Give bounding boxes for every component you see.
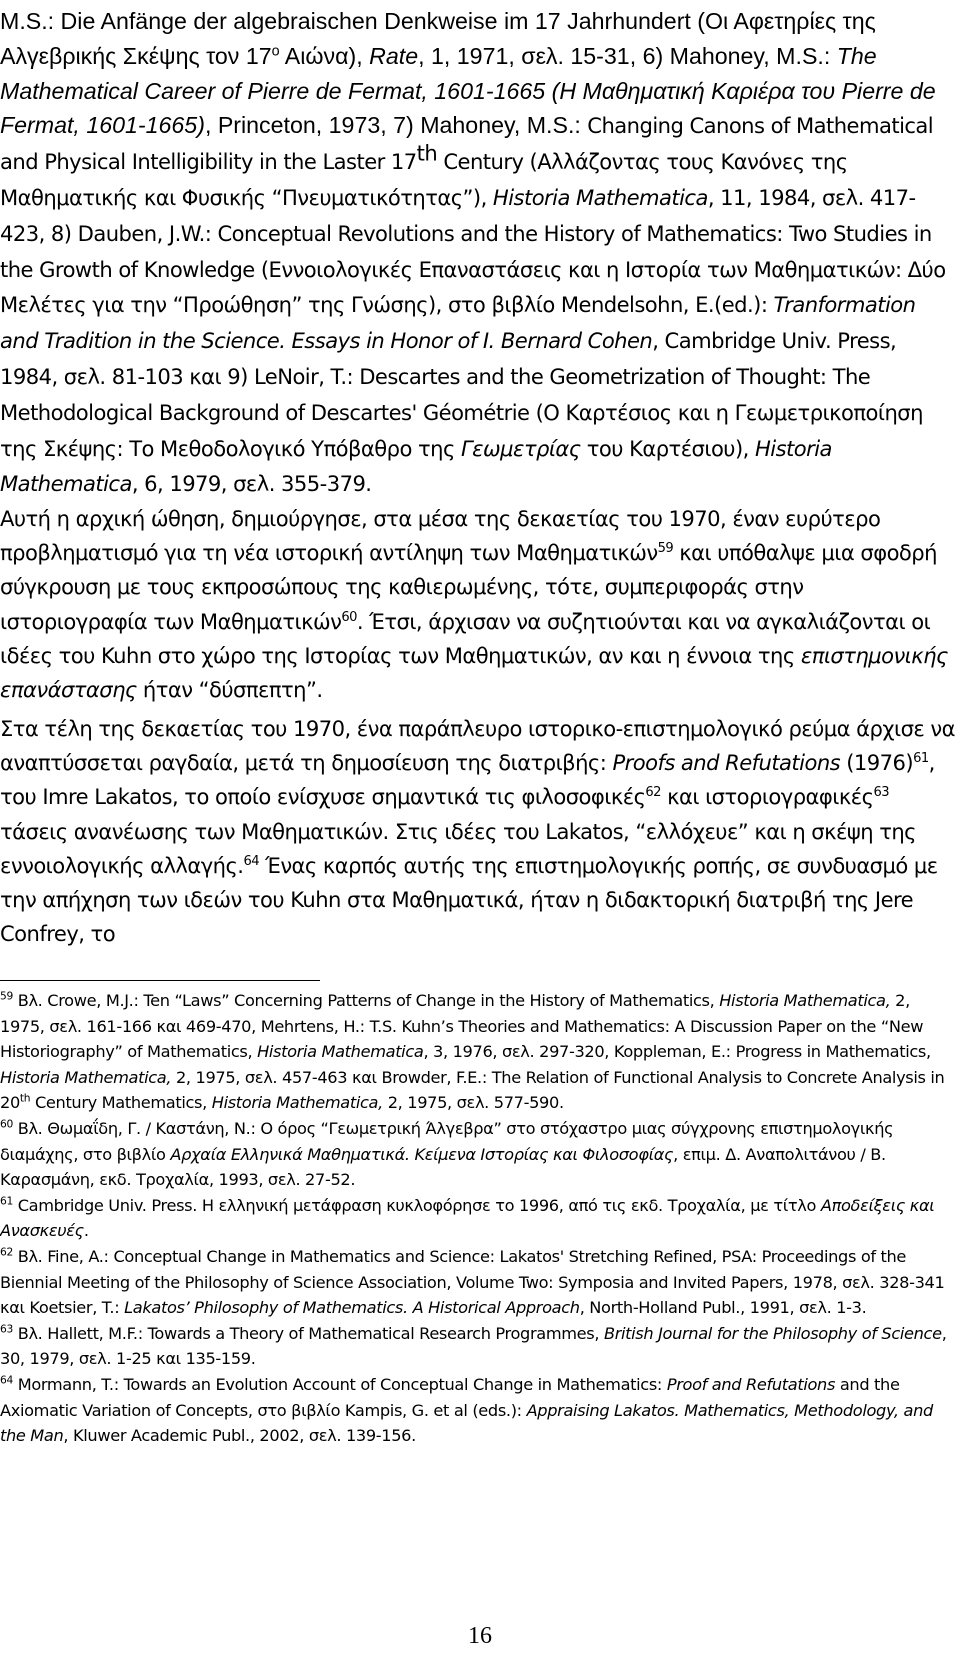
italic-title: Lakatos’ Philosophy of Mathematics. A Historical Approach [124, 1298, 580, 1318]
italic-title: Historia Mathematica, [719, 991, 891, 1010]
footnote-text: Βλ. Hallett, M.F.: Towards a Theory of Mathematical Research Programmes, [12, 1323, 604, 1343]
lead-text: του Καρτέσιου), [580, 435, 755, 461]
page-number: 16 [468, 1623, 492, 1649]
footnote-number: 60 [0, 1117, 13, 1131]
italic-title: Historia Mathematica [0, 435, 832, 497]
footnote-text: Βλ. Crowe, M.J.: Ten “Laws” Concerning Patterns of Change in the History of Mathematics, [12, 991, 720, 1010]
italic-title: The Mathematical Career of Pierre de Fermat, 1601-1665 (Η Μαθηματική Καριέρα του Pierre de Fermat, 1601-1665) [0, 42, 936, 139]
footnote-divider [0, 980, 320, 981]
body-text: . Έτσι, άρχισαν να συζητιούνται και να αγκαλιάζονται οι ιδέες του Kuhn στο χώρο της Ιστορίας των Μαθηματικών, αν και η έννοια της [0, 608, 931, 668]
footnotes [0, 988, 955, 1449]
footnote-ref-59[interactable]: 59 [657, 541, 674, 557]
body-text: τάσεις ανανέωσης των Μαθηματικών. Στις ιδέες του Lakatos, “ελλόχευε” και η σκέψη της εννοιολογικής αλλαγής. [0, 818, 916, 878]
footnote-ref-64[interactable]: 64 [243, 853, 259, 869]
footnote-ref-63[interactable]: 63 [873, 785, 889, 801]
superscript: th [416, 140, 438, 166]
italic-title: British Journal for the Philosophy of Science [603, 1323, 942, 1343]
italic-title: Tranformation and Tradition in the Science. Essays in Honor of I. Bernard Cohen [0, 292, 916, 354]
footnote-63 [0, 1321, 955, 1372]
footnote-number: 64 [0, 1373, 13, 1387]
lead-text: Αιώνα), [279, 42, 370, 69]
italic-title: Αρχαία Ελληνικά Μαθηματικά. Κείμενα Ιστορίας και Φιλοσοφίας [170, 1144, 674, 1164]
body-text: Στα τέλη της δεκαετίας του 1970, ένα παράπλευρο ιστορικο-επιστημολογικό ρεύμα άρχισε να αναπτύσσεται ραγδαία, μετά τη δημοσίευση της διατριβής: [0, 716, 956, 776]
lead-text: , Cambridge Univ. Press, 1984, σελ. 81-103 και 9) LeNoir, T.: Descartes and the Geometrization of Thought: The Methodological Background of Descartes' Géométrie (Ο Καρτέσιος και η Γεωμετρικοποίηση της Σκέψης: Το Μεθοδολογικό Υπόβαθρο της [0, 328, 923, 461]
body-text: ήταν “δύσπεπτη”. [136, 677, 323, 703]
body-text: και υπόθαλψε μια σφοδρή σύγκρουση με τους εκπροσώπους της καθιερωμένης, τότε, συμπεριφοράς στην ιστοριογραφία των Μαθηματικών [0, 540, 937, 634]
footnote-text: 2, 1975, σελ. 457-463 και Browder, F.E.: The Relation of Functional Analysis to Concrete Analysis in 20 [0, 1067, 945, 1113]
footnote-ref-60[interactable]: 60 [341, 609, 357, 625]
footnote-61 [0, 1193, 955, 1244]
body-text: Αυτή η αρχική ώθηση, δημιούργησε, στα μέσα της δεκαετίας του 1970, έναν ευρύτερο προβληματισμό για τη νέα ιστορική αντίληψη των Μαθηματικών [0, 506, 881, 566]
lead-text: Changing Canons of Mathematical and Physical Intelligibility in the Laster 17 [0, 113, 934, 175]
superscript: ο [271, 43, 280, 60]
footnote-text: Cambridge Univ. Press. Η ελληνική μετάφραση κυκλοφόρησε το 1996, από τις εκδ. Τροχαλία, με τίτλο [12, 1195, 821, 1215]
footnote-text: Βλ. Θωμαΐδη, Γ. / Καστάνη, Ν.: Ο όρος “Γεωμετρική Άλγεβρα” στο στόχαστρο μιας σύγχρονης επιστημολογικής διαμάχης, στο βιβλίο [0, 1118, 894, 1164]
footnote-text: , 3, 1976, σελ. 297-320, Koppleman, E.: Progress in Mathematics, [423, 1042, 931, 1062]
footnote-60 [0, 1116, 955, 1193]
lead-text: , 6, 1979, σελ. 355-379. [131, 471, 372, 497]
body-text: Ένας καρπός αυτής της επιστημολογικής ροπής, σε συνδυασμό με την απήχηση των ιδεών του Kuhn στα Μαθηματικά, ήταν η διδακτορική διατριβή της Jere Confrey, το [0, 852, 938, 947]
footnote-number: 59 [0, 989, 13, 1003]
footnote-text: . [83, 1221, 89, 1241]
footnote-text: , North-Holland Publ., 1991, σελ. 1-3. [579, 1298, 867, 1318]
footnote-text: 2, 1975, σελ. 161-166 και 469-470, Mehrtens, H.: T.S. Kuhn’s Theories and Mathematics: A Discussion Paper on the “New Historiography” of Mathematics, [0, 991, 924, 1062]
footnote-ref-62[interactable]: 62 [645, 785, 661, 801]
footnote-number: 61 [0, 1194, 13, 1208]
footnote-text: , 30, 1979, σελ. 1-25 και 135-159. [0, 1323, 947, 1369]
footnote-text: Mormann, T.: Towards an Evolution Account of Conceptual Change in Mathematics: [12, 1374, 667, 1394]
bibliography-continuation-paragraph [0, 4, 956, 502]
footnote-64 [0, 1372, 955, 1449]
italic-title: Rate [369, 42, 419, 69]
body-paragraph-1 [0, 502, 956, 707]
body-text: , του Imre Lakatos, το οποίο ενίσχυσε σημαντικά τις φιλοσοφικές [0, 750, 935, 810]
lead-text: , 11, 1984, σελ. 417-423, 8) Dauben, J.W.: Conceptual Revolutions and the History of Mathematics: Two Studies in the Growth of Knowledge (Εννοιολογικές Επαναστάσεις και η Ιστορία των Μαθηματικών: Δύο Μελέτες για την “Προώθηση” της Γνώσης), στο βιβλίο Mendelsohn, E.(ed.): [0, 184, 946, 318]
footnote-number: 63 [0, 1322, 13, 1336]
footnote-59 [0, 988, 955, 1116]
lead-text: Century (Αλλάζοντας τους Κανόνες της Μαθηματικής και Φυσικής “Πνευματικότητας”), [0, 149, 848, 210]
italic-title: Proof and Refutations [666, 1374, 836, 1394]
footnote-number: 62 [0, 1245, 13, 1259]
lead-text: , 1, 1971, σελ. 15-31, 6) Mahoney, M.S.: [418, 42, 837, 69]
italic-term: επιστημονικής επανάστασης [0, 642, 948, 703]
footnote-62 [0, 1244, 955, 1321]
italic-title: Γεωμετρίας [460, 435, 581, 461]
lead-text: , Princeton, 1973, 7) Mahoney, M.S.: [204, 112, 588, 139]
body-text: και ιστοριογραφικές [660, 784, 874, 810]
italic-title: Historia Mathematica, [211, 1093, 383, 1113]
footnote-text: Century Mathematics, [30, 1093, 212, 1113]
italic-title: Proofs and Refutations [612, 750, 841, 776]
italic-title: Historia Mathematica [492, 184, 708, 210]
superscript: th [19, 1091, 31, 1105]
lead-text: M.S.: Die Anfänge der algebraischen Denkweise im 17 Jahrhundert (Οι Αφετηρίες της Αλγεβρικής Σκέψης τον 17 [0, 8, 876, 69]
footnote-text: and the Axiomatic Variation of Concepts, στο βιβλίο Kampis, G. et al (eds.): [0, 1374, 900, 1420]
footnote-text: , επιμ. Δ. Αναπολιτάνου / Β. Καρασμάνη, εκδ. Τροχαλία, 1993, σελ. 27-52. [0, 1144, 886, 1190]
footnote-ref-61[interactable]: 61 [913, 751, 929, 767]
body-paragraph-2 [0, 712, 956, 951]
italic-title: Αποδείξεις και Ανασκευές [0, 1195, 935, 1241]
italic-title: Appraising Lakatos. Mathematics, Methodology, and the Man [0, 1400, 933, 1446]
footnote-text: 2, 1975, σελ. 577-590. [382, 1093, 564, 1113]
italic-title: Historia Mathematica [257, 1042, 424, 1062]
footnote-text: , Kluwer Academic Publ., 2002, σελ. 139-156. [63, 1426, 416, 1446]
italic-title: Historia Mathematica, [0, 1067, 172, 1087]
footnote-text: Βλ. Fine, A.: Conceptual Change in Mathematics and Science: Lakatos' Stretching Refined, PSA: Proceedings of the Biennial Meeting of the Philosophy of Science Association, Volume Two: Symposia and Invited Papers, 1978, σελ. 328-341 και Koetsier, T.: [0, 1246, 945, 1318]
body-text: (1976) [840, 750, 914, 776]
